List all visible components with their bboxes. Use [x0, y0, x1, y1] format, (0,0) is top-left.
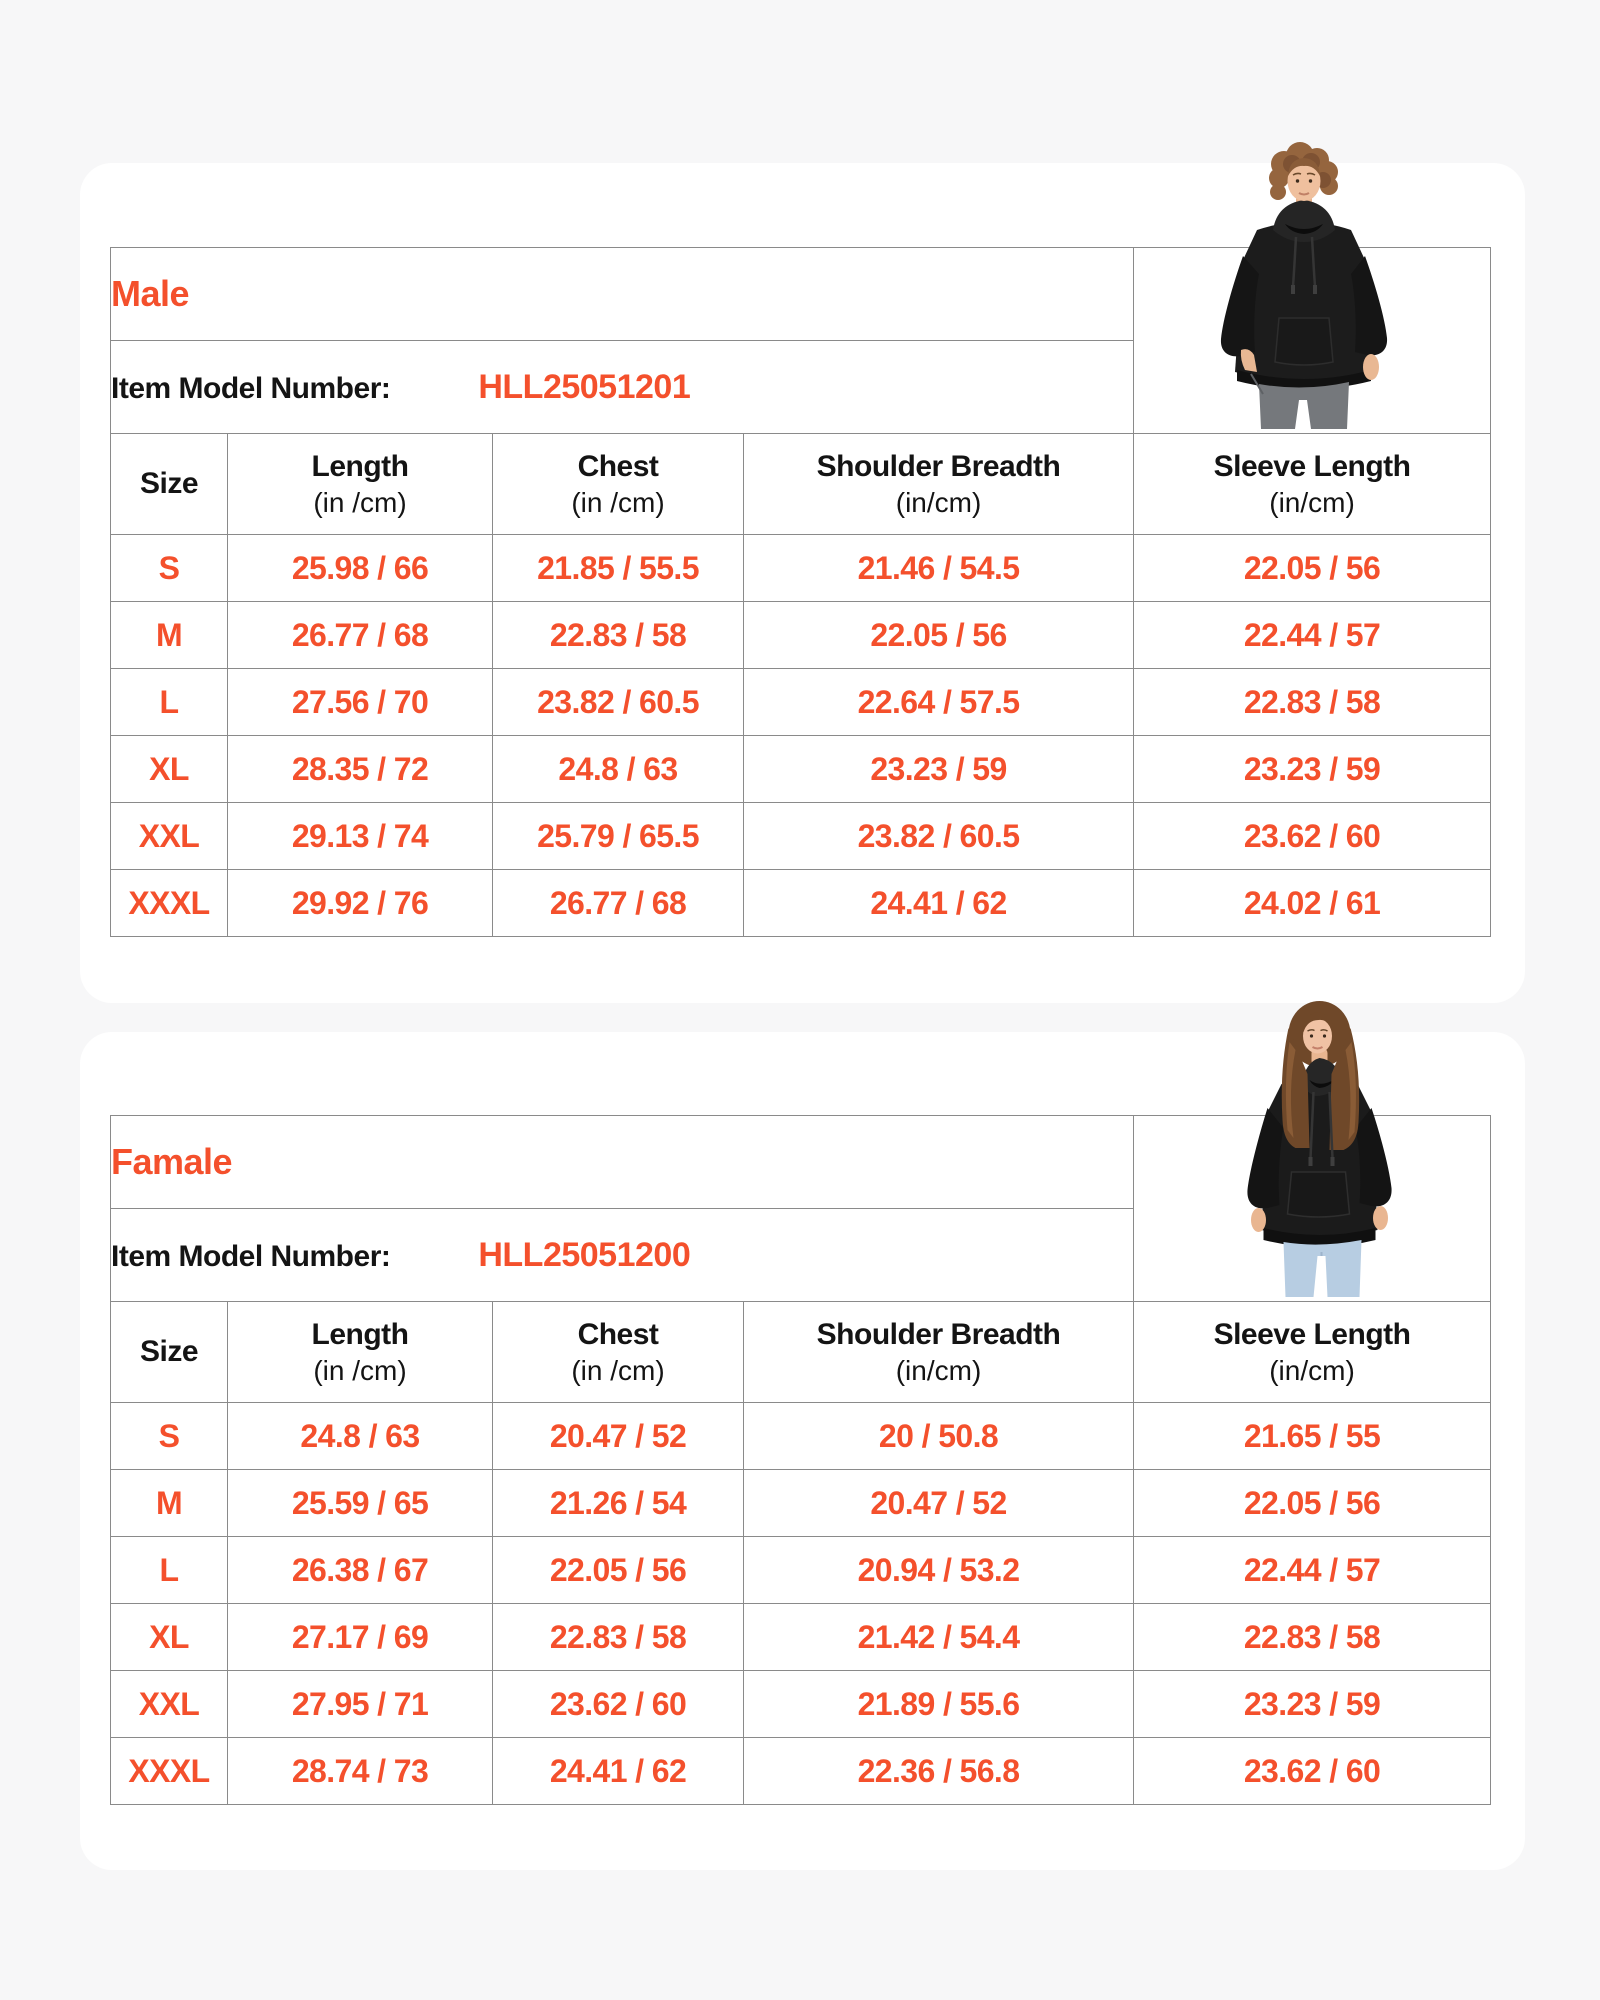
- shoulder-cell: 20.47 / 52: [744, 1470, 1134, 1537]
- size-cell: XXL: [111, 1671, 228, 1738]
- sleeve-cell: 22.44 / 57: [1134, 602, 1491, 669]
- chest-cell: 20.47 / 52: [493, 1403, 744, 1470]
- length-cell: 29.92 / 76: [228, 870, 493, 937]
- chest-cell: 24.8 / 63: [493, 736, 744, 803]
- chest-cell: 22.83 / 58: [493, 602, 744, 669]
- sleeve-cell: 22.05 / 56: [1134, 1470, 1491, 1537]
- shoulder-cell: 21.42 / 54.4: [744, 1604, 1134, 1671]
- table-row: [111, 1738, 1491, 1805]
- column-header-sleeve-length: Sleeve Length (in/cm): [1134, 1302, 1491, 1403]
- sleeve-cell: 22.83 / 58: [1134, 1604, 1491, 1671]
- length-cell: 26.77 / 68: [228, 602, 493, 669]
- item-model-number-label: Item Model Number:: [111, 371, 391, 405]
- shoulder-cell: 23.23 / 59: [744, 736, 1134, 803]
- size-cell: XL: [111, 736, 228, 803]
- table-row: [111, 870, 1491, 937]
- length-cell: 25.59 / 65: [228, 1470, 493, 1537]
- size-cell: L: [111, 669, 228, 736]
- chest-cell: 26.77 / 68: [493, 870, 744, 937]
- shoulder-cell: 23.82 / 60.5: [744, 803, 1134, 870]
- male-header-row: [111, 434, 1491, 535]
- shoulder-cell: 20 / 50.8: [744, 1403, 1134, 1470]
- length-cell: 24.8 / 63: [228, 1403, 493, 1470]
- male-table-title: Male: [111, 248, 1134, 341]
- size-cell: S: [111, 535, 228, 602]
- shoulder-cell: 20.94 / 53.2: [744, 1537, 1134, 1604]
- table-row: [111, 1604, 1491, 1671]
- shoulder-cell: 22.05 / 56: [744, 602, 1134, 669]
- sleeve-cell: 22.05 / 56: [1134, 535, 1491, 602]
- length-cell: 28.35 / 72: [228, 736, 493, 803]
- table-row: [111, 1537, 1491, 1604]
- item-model-number-label: Item Model Number:: [111, 1239, 391, 1273]
- sleeve-cell: 22.83 / 58: [1134, 669, 1491, 736]
- female-table-title: Famale: [111, 1116, 1134, 1209]
- length-cell: 28.74 / 73: [228, 1738, 493, 1805]
- chest-cell: 22.83 / 58: [493, 1604, 744, 1671]
- table-row: [111, 1470, 1491, 1537]
- male-model-photo: [1198, 134, 1410, 429]
- column-header-length: Length (in /cm): [228, 1302, 493, 1403]
- chest-cell: 22.05 / 56: [493, 1537, 744, 1604]
- size-cell: L: [111, 1537, 228, 1604]
- sleeve-cell: 23.23 / 59: [1134, 1671, 1491, 1738]
- size-cell: M: [111, 1470, 228, 1537]
- size-cell: XXXL: [111, 1738, 228, 1805]
- column-header-length: Length (in /cm): [228, 434, 493, 535]
- column-header-shoulder-breadth: Shoulder Breadth (in/cm): [744, 1302, 1134, 1403]
- sleeve-cell: 23.62 / 60: [1134, 803, 1491, 870]
- sleeve-cell: 21.65 / 55: [1134, 1403, 1491, 1470]
- table-row: [111, 803, 1491, 870]
- table-row: [111, 602, 1491, 669]
- chest-cell: 23.82 / 60.5: [493, 669, 744, 736]
- sleeve-cell: 23.23 / 59: [1134, 736, 1491, 803]
- sleeve-cell: 24.02 / 61: [1134, 870, 1491, 937]
- chest-cell: 25.79 / 65.5: [493, 803, 744, 870]
- length-cell: 27.56 / 70: [228, 669, 493, 736]
- female-model-photo: [1225, 990, 1421, 1297]
- shoulder-cell: 21.46 / 54.5: [744, 535, 1134, 602]
- shoulder-cell: 22.64 / 57.5: [744, 669, 1134, 736]
- length-cell: 25.98 / 66: [228, 535, 493, 602]
- shoulder-cell: 21.89 / 55.6: [744, 1671, 1134, 1738]
- column-header-chest: Chest (in /cm): [493, 434, 744, 535]
- table-row: [111, 1671, 1491, 1738]
- size-cell: XL: [111, 1604, 228, 1671]
- sleeve-cell: 22.44 / 57: [1134, 1537, 1491, 1604]
- chest-cell: 21.85 / 55.5: [493, 535, 744, 602]
- column-header-size: Size: [111, 434, 228, 535]
- column-header-shoulder-breadth: Shoulder Breadth (in/cm): [744, 434, 1134, 535]
- size-cell: M: [111, 602, 228, 669]
- table-row: [111, 535, 1491, 602]
- chest-cell: 24.41 / 62: [493, 1738, 744, 1805]
- female-header-row: [111, 1302, 1491, 1403]
- length-cell: 27.95 / 71: [228, 1671, 493, 1738]
- item-model-number-value: HLL25051201: [478, 367, 691, 406]
- table-row: [111, 736, 1491, 803]
- shoulder-cell: 24.41 / 62: [744, 870, 1134, 937]
- size-cell: S: [111, 1403, 228, 1470]
- sleeve-cell: 23.62 / 60: [1134, 1738, 1491, 1805]
- chest-cell: 23.62 / 60: [493, 1671, 744, 1738]
- length-cell: 29.13 / 74: [228, 803, 493, 870]
- size-cell: XXL: [111, 803, 228, 870]
- column-header-size: Size: [111, 1302, 228, 1403]
- shoulder-cell: 22.36 / 56.8: [744, 1738, 1134, 1805]
- length-cell: 27.17 / 69: [228, 1604, 493, 1671]
- column-header-chest: Chest (in /cm): [493, 1302, 744, 1403]
- column-header-sleeve-length: Sleeve Length (in/cm): [1134, 434, 1491, 535]
- length-cell: 26.38 / 67: [228, 1537, 493, 1604]
- chest-cell: 21.26 / 54: [493, 1470, 744, 1537]
- table-row: [111, 1403, 1491, 1470]
- size-cell: XXXL: [111, 870, 228, 937]
- item-model-number-value: HLL25051200: [478, 1235, 691, 1274]
- table-row: [111, 669, 1491, 736]
